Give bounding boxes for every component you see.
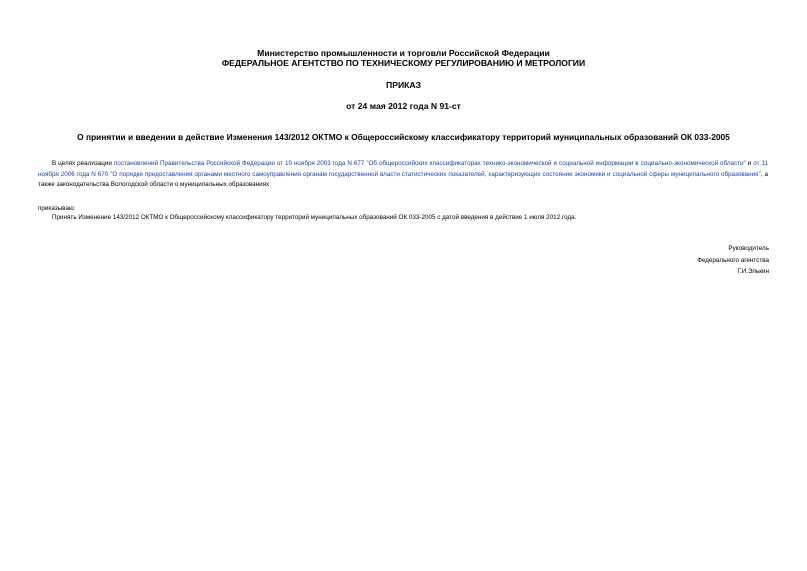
preamble-paragraph xyxy=(38,159,768,191)
signature-name: Г.И.Элькин xyxy=(737,268,769,275)
preamble-text-3: , а также законодательства Вологодской области о муниципальных образованиях xyxy=(38,170,768,189)
order-title: ПРИКАЗ xyxy=(386,80,421,90)
government-decree-link-1[interactable]: постановлений Правительства Российской Федерации от 10 ноября 2003 года N 677 "Об общероссийских классификаторах технико-экономической и социальной информации в социально-экономической области" xyxy=(113,160,746,167)
preamble-text-2: и xyxy=(745,160,754,167)
preamble-text-1: В целях реализации xyxy=(52,160,114,167)
government-decree-link-2[interactable]: от 11 ноября 2006 года N 670 "О порядке предоставления органами местного самоуправления органам государственной власти статистических показателей, характеризующих состояние экономики и социальной сферы муниципального образования" xyxy=(38,160,768,178)
order-subject: О принятии и введении в действие Изменения 143/2012 ОКТМО к Общероссийскому классификатору территорий муниципальных образований ОК 033-2005 xyxy=(77,132,730,142)
order-date: от 24 мая 2012 года N 91-ст xyxy=(346,101,461,111)
orders-item: Принять Изменение 143/2012 ОКТМО к Общероссийскому классификатору территорий муниципальных образований ОК 033-2005 с датой введения в действие 1 июля 2012 года. xyxy=(52,214,577,221)
signature-position: Руководитель xyxy=(728,245,769,252)
agency-name: ФЕДЕРАЛЬНОЕ АГЕНТСТВО ПО ТЕХНИЧЕСКОМУ РЕГУЛИРОВАНИЮ И МЕТРОЛОГИИ xyxy=(221,58,586,68)
ministry-name: Министерство промышленности и торговли Российской Федерации xyxy=(257,48,550,58)
signature-organization: Федерального агентства xyxy=(697,257,769,264)
orders-label: приказываю: xyxy=(38,205,76,212)
